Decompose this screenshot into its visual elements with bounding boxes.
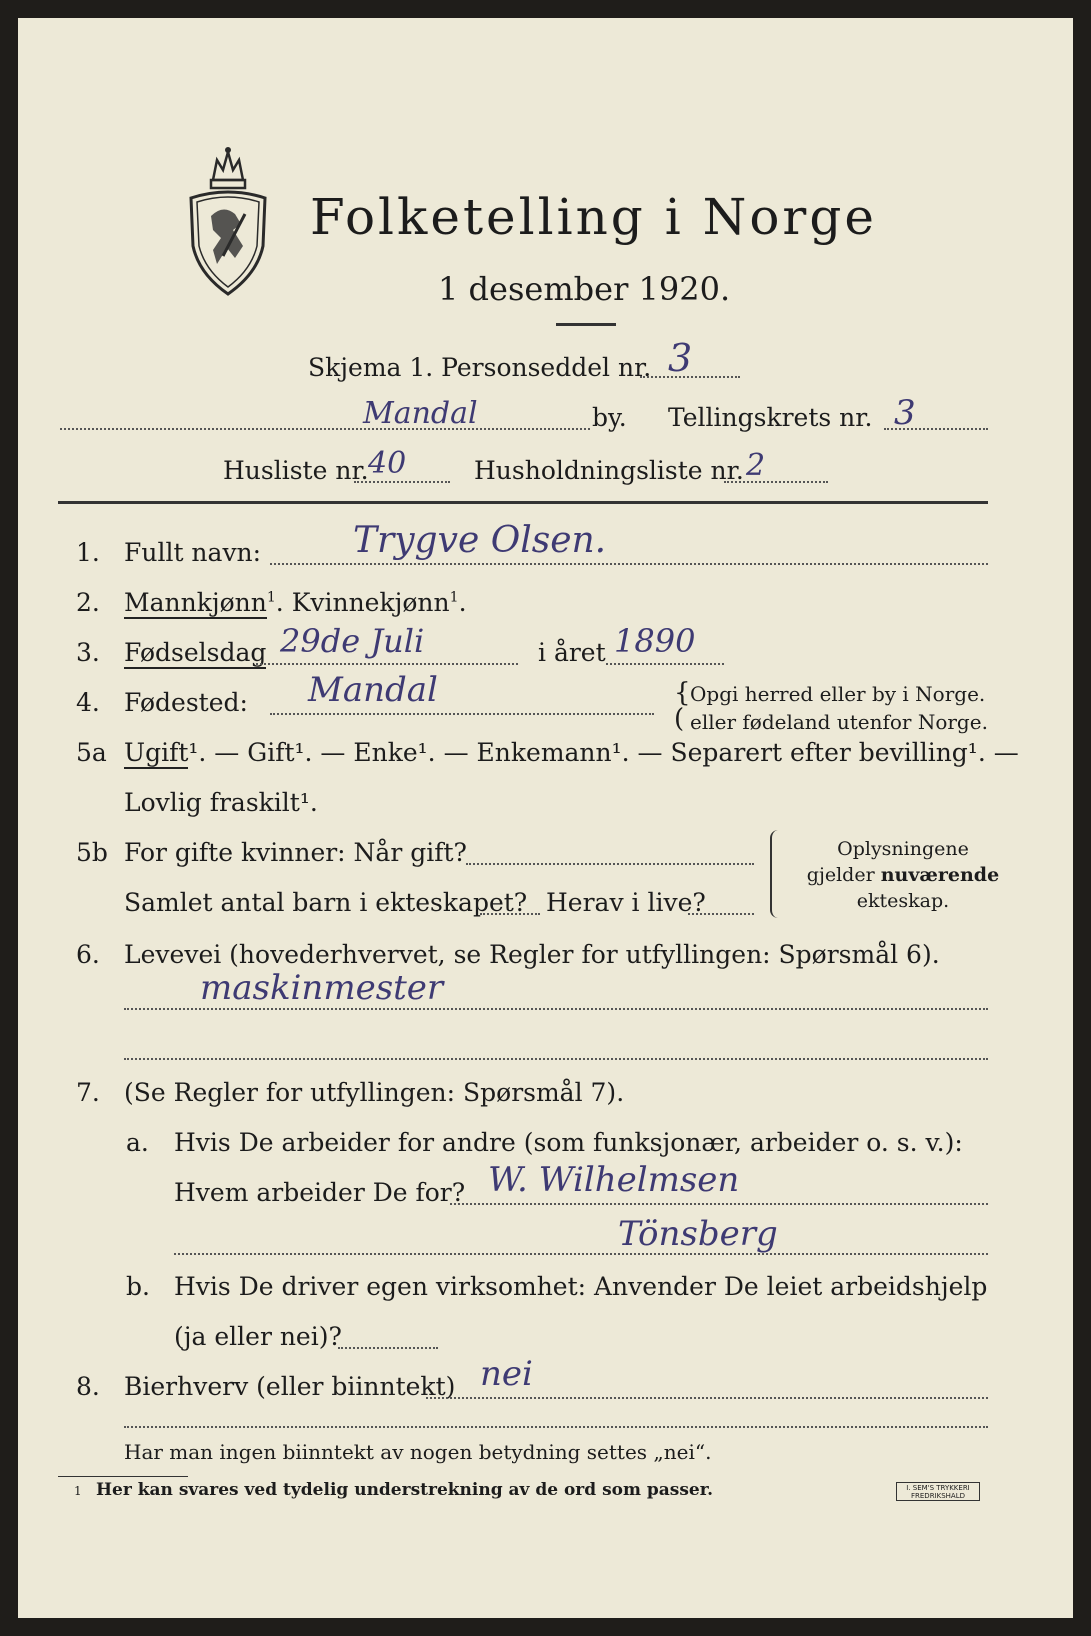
q7a-line2 xyxy=(174,1253,988,1255)
q1-number: 1. xyxy=(76,538,100,567)
q6-label: Levevei (hovederhvervet, se Regler for utfyllingen: Spørsmål 6). xyxy=(124,940,940,969)
q5b-note2-bold: nuværende xyxy=(880,864,1000,886)
census-form xyxy=(18,18,1073,1618)
q4-brace: { xyxy=(674,678,691,708)
footnote-text: Her kan svares ved tydelig understrekning av de ord som passer. xyxy=(96,1480,714,1500)
coat-of-arms-icon xyxy=(183,146,273,296)
q2-end: . xyxy=(458,588,467,617)
q5b-number: 5b xyxy=(76,838,108,867)
q7a-value2: Tönsberg xyxy=(618,1214,778,1254)
q2-sup2: 1 xyxy=(449,589,459,606)
q7b-text: Hvis De driver egen virksomhet: Anvender De leiet arbeidshjelp xyxy=(174,1272,988,1301)
footnote-rule xyxy=(58,1476,188,1477)
q4-value: Mandal xyxy=(308,670,438,710)
q5b-note3: ekteskap. xyxy=(856,890,950,912)
q3-year-value: 1890 xyxy=(614,622,696,660)
q5a-rest: ¹. — Gift¹. — Enke¹. — Enkemann¹. — Separert efter bevilling¹. — xyxy=(188,738,1019,767)
schema-label: Skjema 1. Personseddel nr. xyxy=(308,353,652,382)
q4-line xyxy=(270,713,654,715)
title-divider xyxy=(556,323,616,326)
q8-line2 xyxy=(124,1426,988,1428)
q5b-note2: gjelder nuværende xyxy=(806,864,1000,886)
q5a-line2: Lovlig fraskilt¹. xyxy=(124,788,318,817)
q2-sup1: 1 xyxy=(266,589,276,606)
q6-number: 6. xyxy=(76,940,100,969)
krets-label: Tellingskrets nr. xyxy=(668,403,873,432)
q4-brace-lower: ( xyxy=(674,704,685,734)
city-line xyxy=(60,428,590,430)
q5b-live-line xyxy=(688,913,754,915)
q3-number: 3. xyxy=(76,638,100,667)
q5a-ugift: Ugift xyxy=(124,738,189,767)
q5a-options xyxy=(124,738,1019,767)
q3-year-line xyxy=(606,663,724,665)
schema-value: 3 xyxy=(668,336,693,380)
q1-value: Trygve Olsen. xyxy=(353,520,607,561)
q4-note1: Opgi herred eller by i Norge. xyxy=(690,682,986,706)
city-suffix: by. xyxy=(592,403,627,432)
census-date: 1 desember 1920. xyxy=(438,270,731,308)
q5b-live-label: Herav i live? xyxy=(546,888,706,917)
bottom-note: Har man ingen biinntekt av nogen betydning settes „nei“. xyxy=(124,1440,712,1464)
q5b-barn-line xyxy=(480,913,540,915)
q2-mann: Mannkjønn xyxy=(124,588,267,617)
husholdning-label: Husholdningsliste nr. xyxy=(474,456,744,485)
q5a-number: 5a xyxy=(76,738,107,767)
q1-label: Fullt navn: xyxy=(124,538,262,567)
husholdning-value: 2 xyxy=(746,448,766,483)
krets-value: 3 xyxy=(894,393,916,433)
q4-number: 4. xyxy=(76,688,100,717)
husliste-label: Husliste nr. xyxy=(223,456,369,485)
q8-line xyxy=(426,1397,988,1399)
q7b-letter: b. xyxy=(126,1272,150,1301)
q1-line xyxy=(270,563,988,565)
q4-label: Fødested: xyxy=(124,688,248,717)
q3-label: Fødselsdag xyxy=(124,638,267,667)
q7a-question: Hvem arbeider De for? xyxy=(174,1178,466,1207)
q8-value: nei xyxy=(480,1354,533,1394)
q7a-letter: a. xyxy=(126,1128,149,1157)
q5b-gift-line xyxy=(466,863,754,865)
q6-line2 xyxy=(124,1058,988,1060)
q2-number: 2. xyxy=(76,588,100,617)
q7b-line xyxy=(338,1347,438,1349)
header-rule xyxy=(58,501,988,504)
printer-stamp: I. SEM'S TRYKKERI FREDRIKSHALD xyxy=(896,1482,980,1501)
q2-kvinne: Kvinnekjønn xyxy=(291,588,450,617)
q3-day-value: 29de Juli xyxy=(280,622,425,660)
q6-line1 xyxy=(124,1008,988,1010)
husliste-line xyxy=(354,481,450,483)
q8-number: 8. xyxy=(76,1372,100,1401)
footnote-mark: 1 xyxy=(74,1484,82,1498)
q7-label: (Se Regler for utfyllingen: Spørsmål 7). xyxy=(124,1078,625,1107)
q5b-note xyxy=(796,836,1010,914)
q7a-value1: W. Wilhelmsen xyxy=(488,1160,740,1200)
husliste-value: 40 xyxy=(368,446,407,481)
q3-day-line xyxy=(256,663,518,665)
husholdning-line xyxy=(724,481,828,483)
q3-year-label: i året xyxy=(538,638,606,667)
city-value: Mandal xyxy=(363,396,478,431)
q5b-note1: Oplysningene xyxy=(837,838,969,860)
q5b-label: For gifte kvinner: Når gift? xyxy=(124,838,467,867)
q8-label: Bierhverv (eller biinntekt) xyxy=(124,1372,456,1401)
q2-options: Mannkjønn$^1$. Kvinnekjønn$^1$. xyxy=(124,588,467,617)
q6-value: maskinmester xyxy=(200,968,444,1008)
q5b-barn-label: Samlet antal barn i ekteskapet? xyxy=(124,888,528,917)
q7a-line1 xyxy=(450,1203,988,1205)
q7b-question: (ja eller nei)? xyxy=(174,1322,342,1351)
q4-note2: eller fødeland utenfor Norge. xyxy=(690,710,988,734)
form-title: Folketelling i Norge xyxy=(310,188,877,246)
q7a-text: Hvis De arbeider for andre (som funksjonær, arbeider o. s. v.): xyxy=(174,1128,963,1157)
q7-number: 7. xyxy=(76,1078,100,1107)
q5b-brace xyxy=(770,830,780,918)
